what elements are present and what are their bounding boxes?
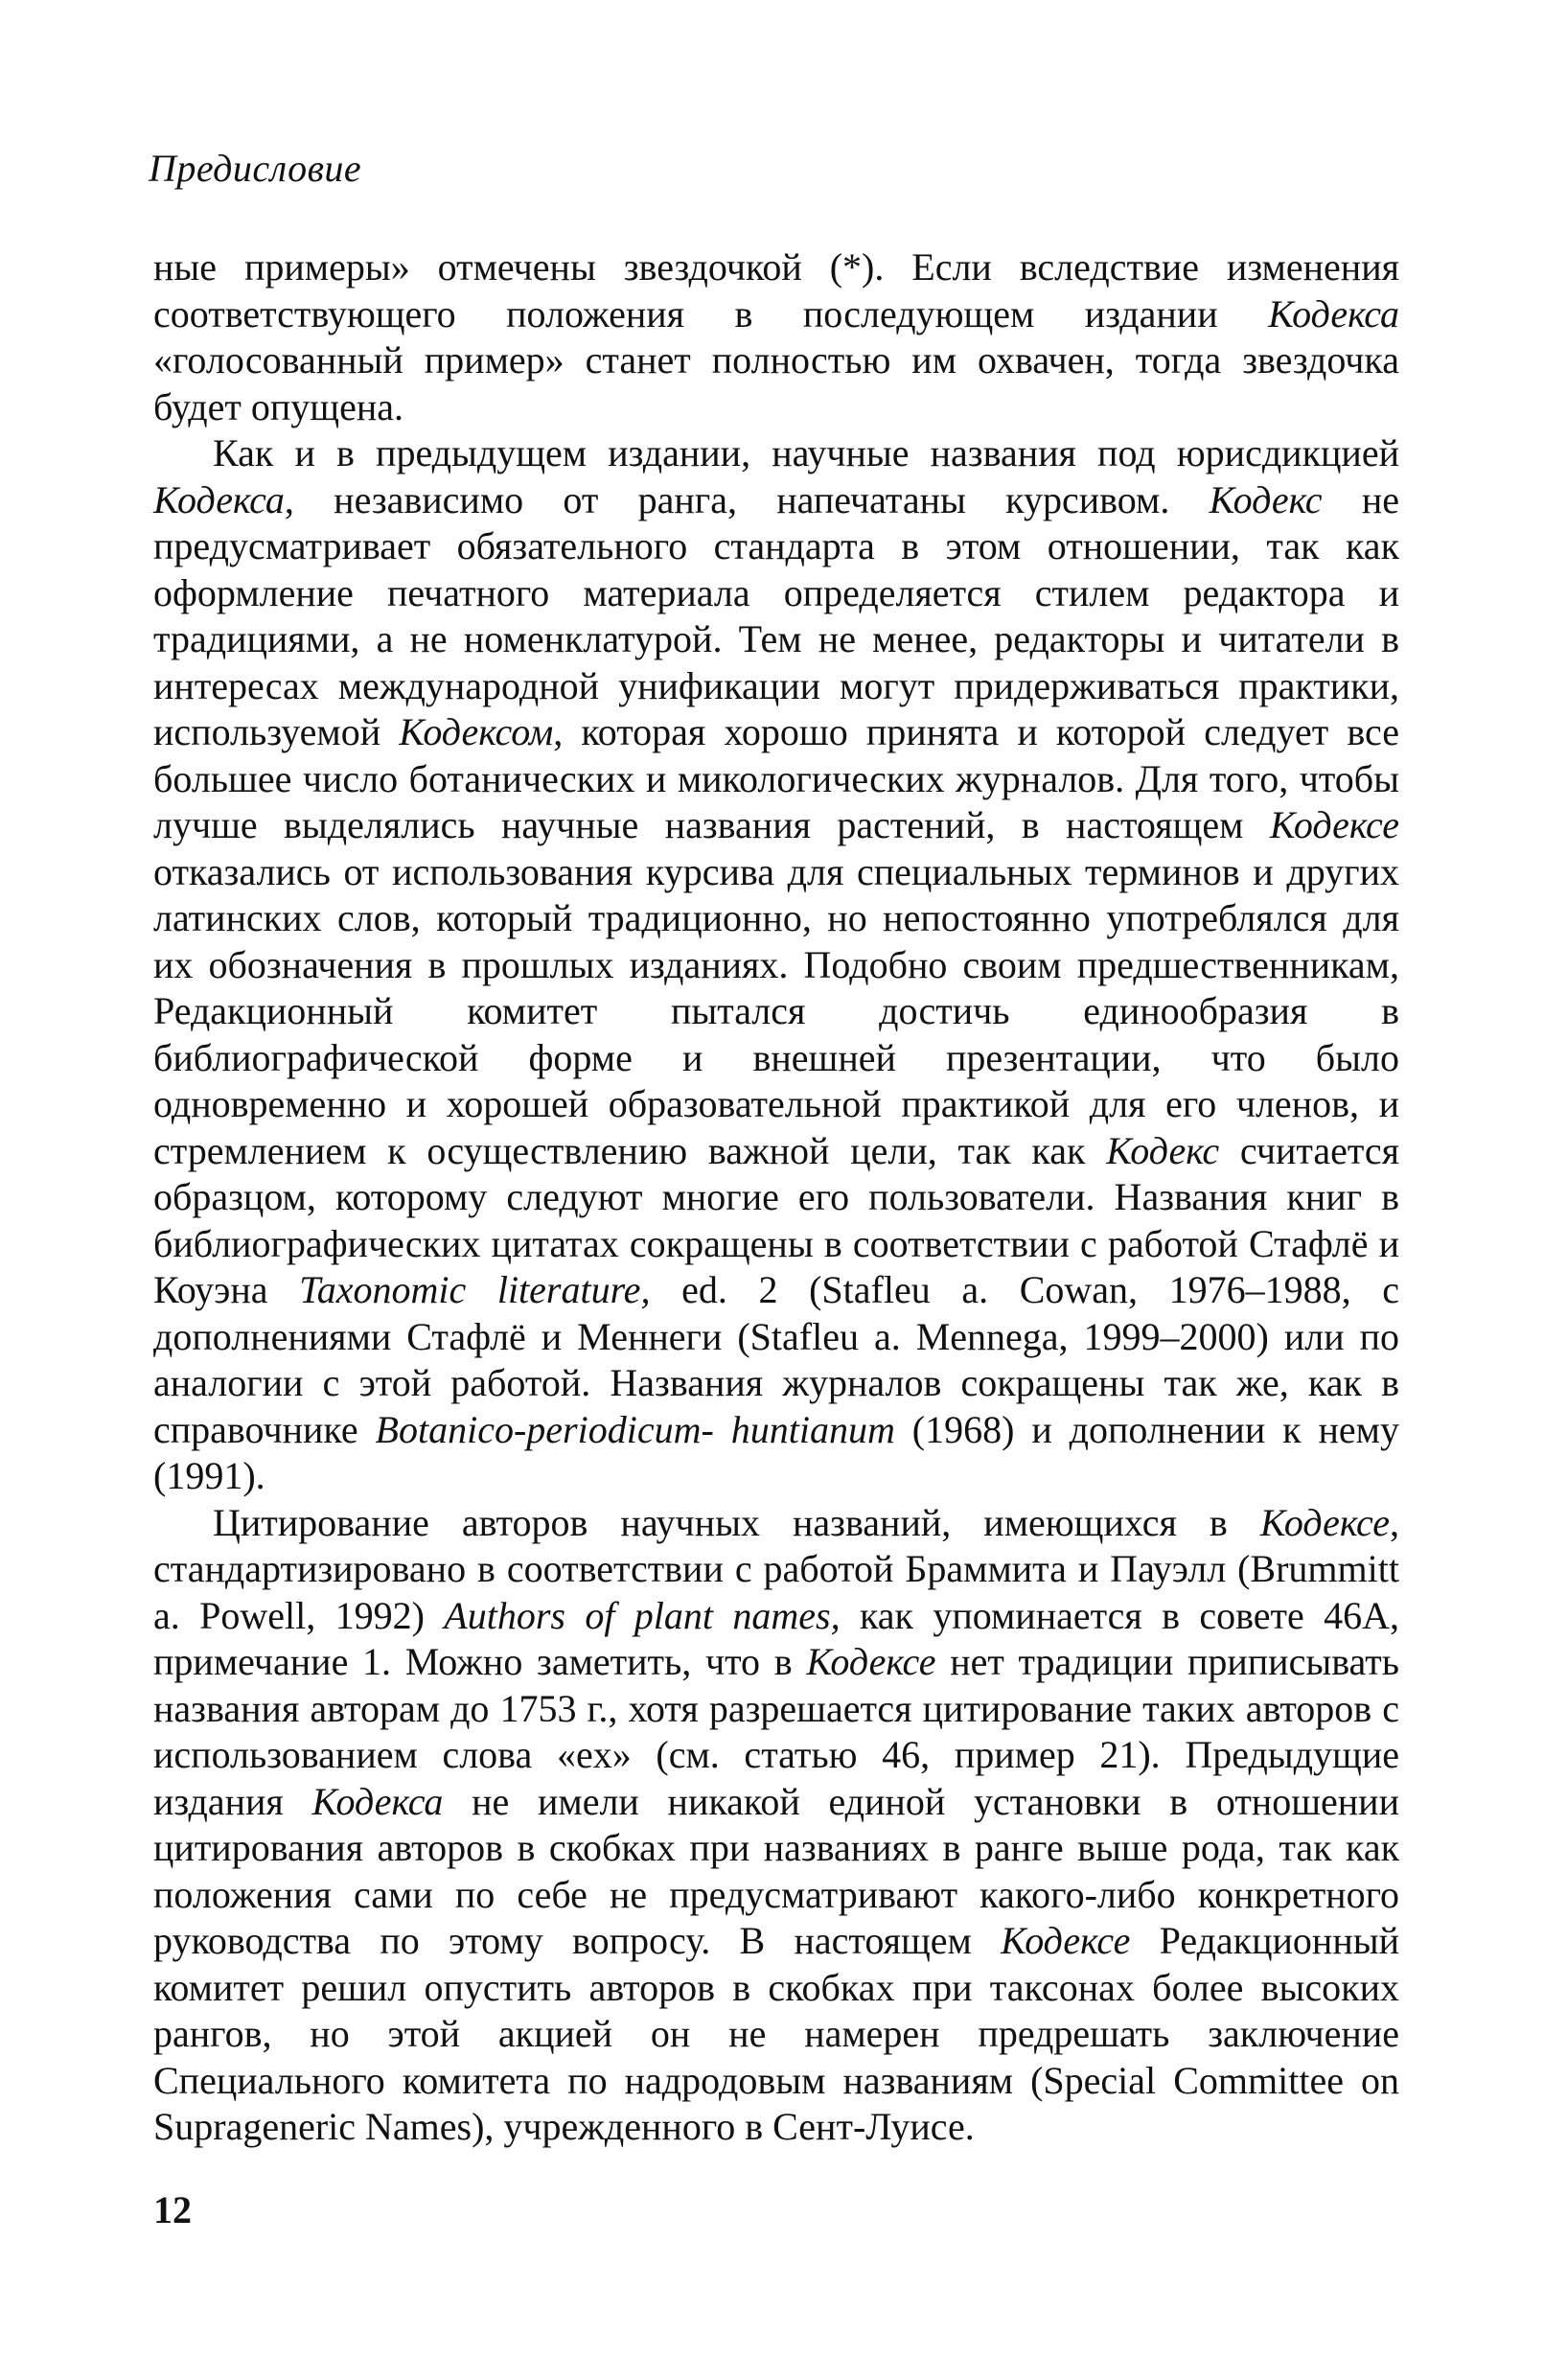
text-run: , независимо от ранга, напечатаны курсивом.: [284, 477, 1210, 521]
italic-term: Кодекс: [1106, 1128, 1220, 1172]
italic-term: Кодекса: [311, 1779, 444, 1823]
page-number: 12: [153, 2188, 192, 2231]
text-run: отказались от использования курсива для специальных терминов и других латинских слов, который традиционно, но непостоянно употреблялся для их обозначения в прошлых изданиях. Подобно своим предшественникам, Редакционный комитет пытался достичь единообразия в библиографической форме и внешней презентации, что было одновременно и хорошей образовательной практикой для его членов, и стремлением к осуществлению важной цели, так как: [153, 849, 1399, 1172]
text-run: Цитирование авторов научных названий, имеющихся в: [213, 1500, 1260, 1544]
text-run: , стандартизировано в соответствии с работой Браммита и Пауэлл (Brummitt a. Powell, 1992): [153, 1500, 1399, 1637]
italic-term: Кодексе: [1259, 1500, 1390, 1544]
paragraph-1: [153, 244, 1399, 430]
text-run: «голосованный пример» станет полностью им охвачен, тогда звездочка будет опущена.: [153, 338, 1399, 428]
italic-term: Authors of plant names,: [444, 1593, 841, 1637]
text-run: не имели никакой единой установки в отношении цитирования авторов в скобках при названиях в ранге выше рода, так как положения сами по себе не предусматривают какого-либо конкретного руководства по этому вопросу. В настоящем: [153, 1779, 1399, 1962]
italic-term: Кодексе: [1269, 803, 1399, 846]
text-run: ed. 2 (Stafleu a. Cowan, 1976–1988, с дополнениями Стафлё и Меннеги (Stafleu a. Mennega, 1999–2000) или по аналогии с этой работой. Названия журналов сокращены так же, как в справочнике: [153, 1268, 1400, 1451]
text-run: , которая хорошо принята и которой следует все большее число ботанических и микологических журналов. Для того, чтобы лучше выделялись научные названия растений, в настоящем: [153, 710, 1399, 846]
italic-term: Кодексе: [1001, 1919, 1131, 1962]
italic-term: Кодекса: [1268, 291, 1399, 335]
italic-term: Кодексом: [399, 710, 554, 753]
italic-term: Botanico-periodicum- huntianum: [375, 1407, 895, 1451]
text-run: Редакционный комитет решил опустить авторов в скобках при таксонах более высоких рангов, но этой акцией он не намерен предрешать заключение Специального комитета по надродовым названиям (Special Committee on Suprageneric Names), учрежденного в Сент-Луисе.: [153, 1919, 1400, 2148]
text-run: Как и в предыдущем издании, научные названия под юрисдикцией: [213, 431, 1399, 474]
italic-term: Кодекс: [1209, 477, 1323, 521]
text-run: не предусматривает обязательного стандарта в этом отношении, так как оформление печатного материала определяется стилем редактора и традициями, а не номенклатурой. Тем не менее, редакторы и читатели в интересах международной унификации могут придерживаться практики, используемой: [153, 477, 1399, 753]
paragraph-3: [153, 1500, 1399, 2151]
text-run: нет традиции приписывать названия авторам до 1753 г., хотя разрешается цитирование таких авторов с использованием слова «ex» (см. статью 46, пример 21). Предыдущие издания: [153, 1640, 1399, 1823]
text-run: ные примеры» отмечены звездочкой (*). Если вследствие изменения соответствующего положения в последующем издании: [153, 245, 1399, 335]
body-text: [153, 244, 1399, 2151]
italic-term: Taxonomic literature,: [299, 1268, 651, 1311]
italic-term: Кодексе: [806, 1640, 936, 1683]
italic-term: Кодекса: [153, 477, 285, 521]
text-run: (1968) и дополнении к нему (1991).: [153, 1407, 1399, 1497]
running-header: Предисловие: [149, 147, 362, 190]
text-run: считается образцом, которому следуют многие его пользователи. Названия книг в библиографических цитатах сокращены в соответствии с работой Стафлё и Коуэна: [153, 1128, 1399, 1311]
text-run: как упоминается в совете 46A, примечание 1. Можно заметить, что в: [153, 1593, 1400, 1683]
paragraph-2: [153, 430, 1399, 1500]
